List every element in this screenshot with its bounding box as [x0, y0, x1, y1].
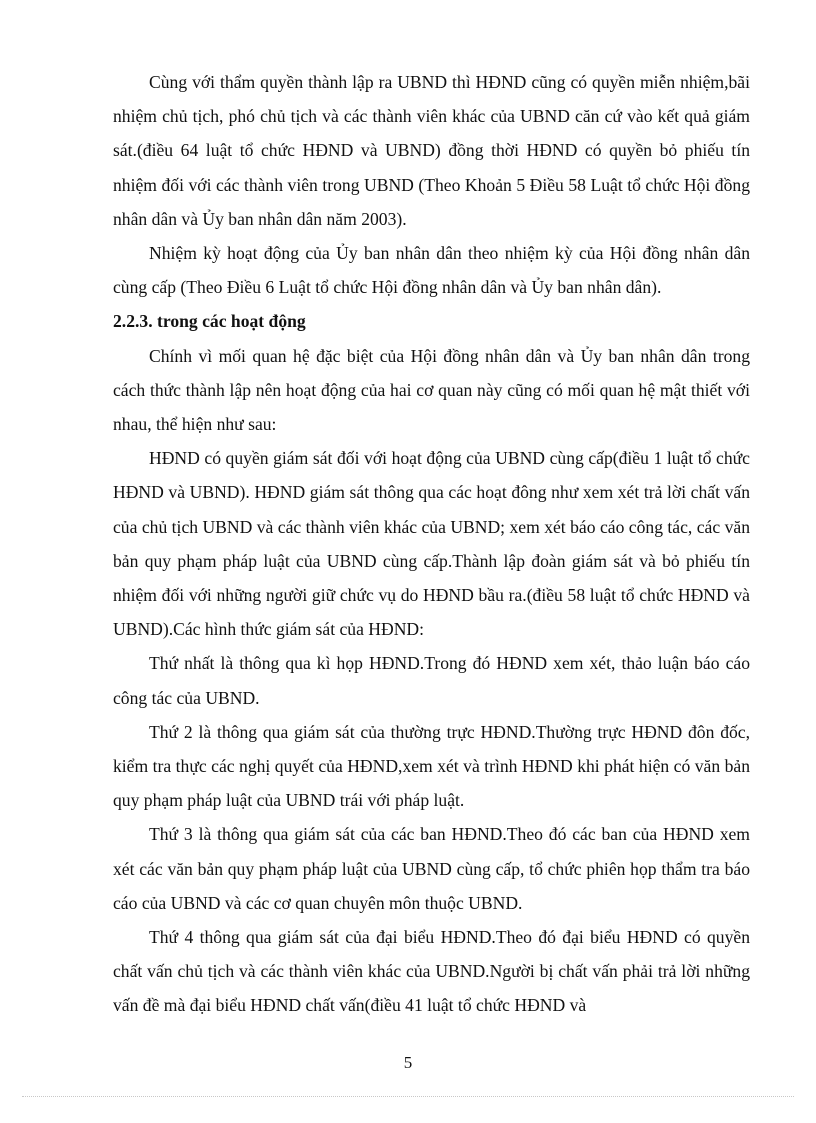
paragraph-second-form: Thứ 2 là thông qua giám sát của thường trực HĐND.Thường trực HĐND đôn đốc, kiểm tra thực các nghị quyết của HĐND,xem xét và trình HĐND khi phát hiện có văn bản quy phạm pháp luật của UBND trái với pháp luật.: [113, 721, 750, 811]
paragraph-fourth-form: Thứ 4 thông qua giám sát của đại biểu HĐND.Theo đó đại biểu HĐND có quyền chất vấn chủ tịch và các thành viên khác của UBND.Người bị chất vấn phải trả lời những vấn đề mà đại biểu HĐND chất vấn(điều 41 luật tổ chức HĐND và: [113, 927, 750, 1016]
paragraph-first-form: Thứ nhất là thông qua kì họp HĐND.Trong đó HĐND xem xét, thảo luận báo cáo công tác của UBND.: [113, 653, 750, 708]
document-body: [113, 65, 750, 1023]
paragraph-third-form: Thứ 3 là thông qua giám sát của các ban HĐND.Theo đó các ban của HĐND xem xét các văn bản quy phạm pháp luật của UBND cùng cấp, tổ chức phiên họp thẩm tra báo cáo của UBND và các cơ quan chuyên môn thuộc UBND.: [113, 824, 750, 913]
paragraph-supervision-rights: HĐND có quyền giám sát đối với hoạt động của UBND cùng cấp(điều 1 luật tổ chức HĐND và UBND). HĐND giám sát thông qua các hoạt đông như xem xét trả lời chất vấn của chủ tịch UBND và các thành viên khác của UBND; xem xét báo cáo công tác, các văn bản quy phạm pháp luật của UBND cùng cấp.Thành lập đoàn giám sát và bỏ phiếu tín nhiệm đối với những người giữ chức vụ do HĐND bầu ra.(điều 58 luật tổ chức HĐND và UBND).Các hình thức giám sát của HĐND:: [113, 448, 750, 640]
paragraph-term-of-office: Nhiệm kỳ hoạt động của Ủy ban nhân dân theo nhiệm kỳ của Hội đồng nhân dân cùng cấp (Theo Điều 6 Luật tổ chức Hội đồng nhân dân và Ủy ban nhân dân).: [113, 243, 750, 298]
page-number: 5: [403, 1053, 413, 1072]
section-heading: 2.2.3. trong các hoạt động: [113, 311, 306, 332]
paragraph-dismissal-authority: Cùng với thẩm quyền thành lập ra UBND thì HĐND cũng có quyền miễn nhiệm,bãi nhiệm chủ tịch, phó chủ tịch và các thành viên khác của UBND căn cứ vào kết quả giám sát.(điều 64 luật tổ chức HĐND và UBND) đồng thời HĐND có quyền bỏ phiếu tín nhiệm đối với các thành viên trong UBND (Theo Khoản 5 Điều 58 Luật tổ chức Hội đồng nhân dân và Ủy ban nhân dân năm 2003).: [113, 72, 750, 229]
footer-divider: [22, 1096, 794, 1097]
paragraph-relationship-intro: Chính vì mối quan hệ đặc biệt của Hội đồng nhân dân và Ủy ban nhân dân trong cách thức thành lập nên hoạt động của hai cơ quan này cũng có mối quan hệ mật thiết với nhau, thể hiện như sau:: [113, 345, 750, 435]
